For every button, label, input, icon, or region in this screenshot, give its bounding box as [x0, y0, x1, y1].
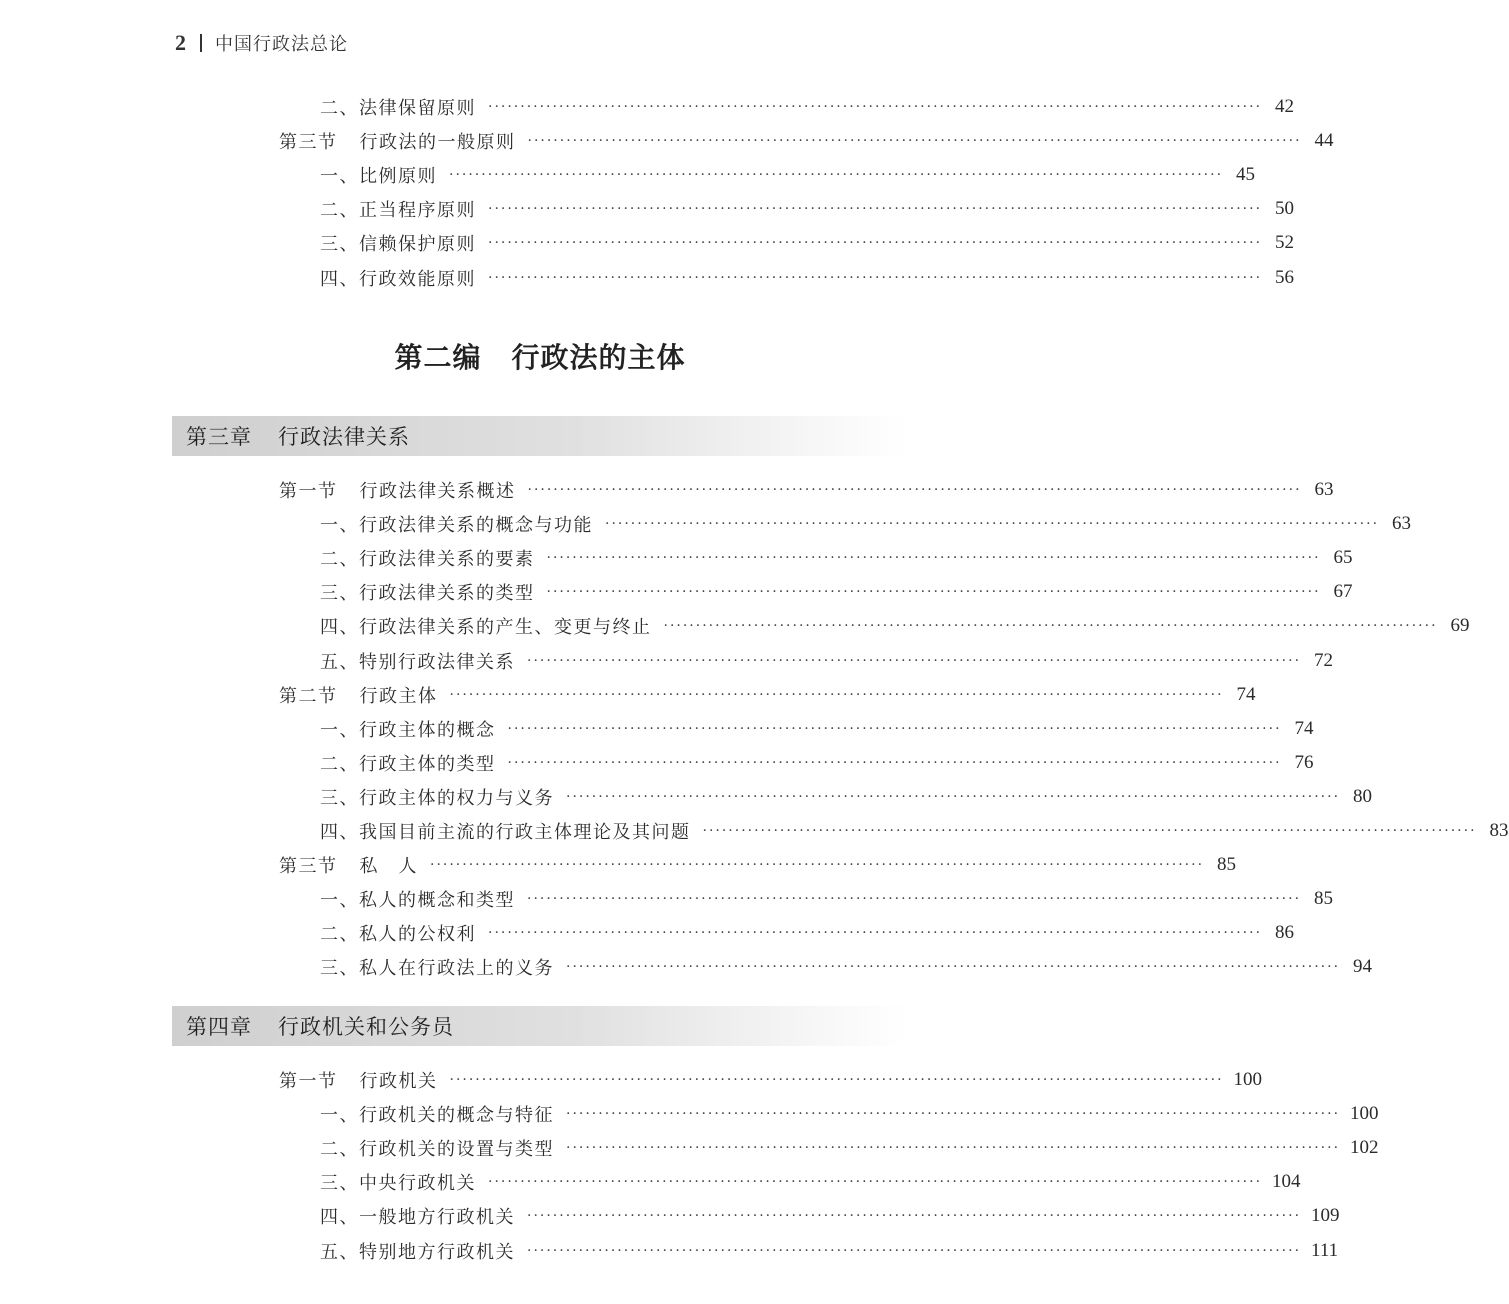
toc-item-entry[interactable] [320, 746, 1314, 780]
toc-item-entry[interactable] [320, 780, 1373, 814]
page-ref: 65 [1333, 547, 1353, 569]
toc-item-entry[interactable] [320, 226, 1295, 260]
dot-leader: ························································································································ [527, 891, 1302, 908]
entry-title: 二、私人的公权利 [320, 924, 476, 946]
dot-leader: ························································································································ [507, 754, 1282, 771]
dot-leader: ························································································································ [663, 618, 1438, 635]
dot-leader: ························································································································ [488, 1174, 1263, 1191]
chapter-number: 第三章 [186, 425, 252, 449]
dot-leader: ························································································································ [546, 550, 1321, 567]
toc-item-entry[interactable] [320, 1097, 1379, 1131]
toc-item-entry[interactable] [320, 916, 1295, 950]
toc-item-entry[interactable] [320, 507, 1412, 541]
entry-title: 二、正当程序原则 [320, 200, 476, 222]
toc-item-entry[interactable] [320, 712, 1314, 746]
entry-title: 二、行政法律关系的要素 [320, 549, 535, 571]
chapter-title: 行政法律关系 [278, 425, 410, 449]
page-ref: 102 [1350, 1137, 1379, 1159]
dot-leader: ························································································································ [566, 1106, 1341, 1123]
toc-section-entry[interactable] [279, 678, 1256, 712]
section-number: 第三节 [279, 132, 338, 154]
toc-item-entry[interactable] [320, 950, 1373, 984]
dot-leader: ························································································································ [702, 823, 1477, 839]
part-heading [0, 336, 1080, 376]
chapter-title: 行政机关和公务员 [278, 1015, 454, 1039]
dot-leader: ························································································································ [488, 269, 1263, 286]
entry-title: 一、比例原则 [320, 166, 437, 188]
entry-title: 行政主体 [359, 685, 438, 707]
chapter-number: 第四章 [186, 1015, 252, 1039]
dot-leader: ························································································································ [449, 167, 1224, 184]
entry-title: 二、法律保留原则 [320, 98, 476, 119]
dot-leader: ························································································································ [527, 1242, 1302, 1259]
book-title: 中国行政法总论 [215, 34, 348, 55]
page-ref: 85 [1314, 888, 1334, 910]
entry-title: 行政机关 [359, 1071, 438, 1092]
toc-section-entry[interactable] [279, 1063, 1263, 1097]
page-ref: 109 [1311, 1205, 1340, 1227]
toc-item-entry[interactable] [320, 541, 1353, 575]
entry-title: 私 人 [359, 856, 418, 878]
toc-item-entry[interactable] [320, 90, 1295, 124]
entry-title: 行政法律关系概述 [359, 481, 516, 502]
toc-item-entry[interactable] [320, 261, 1295, 295]
toc-section-entry[interactable] [279, 848, 1237, 882]
page-ref: 63 [1392, 513, 1412, 535]
toc-item-entry[interactable] [320, 1234, 1339, 1268]
entry-title: 三、中央行政机关 [320, 1173, 476, 1195]
dot-leader: ························································································································ [507, 720, 1282, 737]
section-number: 第二节 [279, 685, 338, 707]
entry-title: 二、行政机关的设置与类型 [320, 1139, 554, 1161]
toc-item-entry[interactable] [320, 644, 1334, 678]
entry-title: 四、我国目前主流的行政主体理论及其问题 [320, 822, 691, 843]
page-ref: 100 [1350, 1103, 1379, 1125]
dot-leader: ························································································································ [449, 1072, 1224, 1088]
page-ref: 111 [1311, 1239, 1339, 1261]
page-ref: 86 [1275, 922, 1295, 944]
toc-item-entry[interactable] [320, 192, 1295, 226]
part-number: 第二编 [394, 341, 482, 374]
header-divider [200, 34, 202, 52]
entry-title: 三、行政主体的权力与义务 [320, 787, 554, 809]
dot-leader: ························································································································ [488, 99, 1263, 115]
page-ref: 80 [1353, 785, 1373, 807]
page-ref: 83 [1489, 820, 1509, 841]
chapter-heading-3[interactable] [172, 416, 907, 456]
entry-title: 一、行政机关的概念与特征 [320, 1105, 554, 1127]
toc-item-entry[interactable] [320, 814, 1509, 848]
dot-leader: ························································································································ [488, 925, 1263, 942]
toc-item-entry[interactable] [320, 1199, 1340, 1233]
page-ref: 74 [1294, 717, 1314, 739]
toc-section-entry[interactable] [279, 124, 1334, 158]
page-number: 2 [175, 30, 186, 55]
page-ref: 76 [1294, 751, 1314, 773]
entry-title: 三、信赖保护原则 [320, 234, 476, 256]
page-ref: 63 [1314, 479, 1334, 500]
entry-title: 五、特别行政法律关系 [320, 651, 515, 673]
entry-title: 一、私人的概念和类型 [320, 890, 515, 912]
dot-leader: ························································································································ [566, 1140, 1341, 1157]
entry-title: 四、行政效能原则 [320, 268, 476, 290]
dot-leader: ························································································································ [488, 235, 1263, 252]
page-ref: 72 [1314, 649, 1334, 671]
dot-leader: ························································································································ [488, 201, 1263, 218]
page-ref: 85 [1217, 854, 1237, 876]
chapter-heading-4[interactable] [172, 1006, 907, 1046]
dot-leader: ························································································································ [566, 959, 1341, 976]
entry-title: 三、行政法律关系的类型 [320, 583, 535, 605]
page-ref: 50 [1275, 198, 1295, 220]
entry-title: 五、特别地方行政机关 [320, 1241, 515, 1263]
entry-title: 一、行政主体的概念 [320, 719, 496, 741]
toc-item-entry[interactable] [320, 575, 1353, 609]
entry-title: 二、行政主体的类型 [320, 753, 496, 775]
page-ref: 42 [1275, 96, 1295, 117]
toc-item-entry[interactable] [320, 1165, 1301, 1199]
part-title: 行政法的主体 [511, 341, 686, 374]
dot-leader: ························································································································ [449, 686, 1224, 703]
dot-leader: ························································································································ [605, 516, 1380, 533]
running-head [175, 30, 348, 56]
dot-leader: ························································································································ [527, 1208, 1302, 1225]
entry-title: 一、行政法律关系的概念与功能 [320, 515, 593, 537]
toc-section-entry[interactable] [279, 473, 1334, 507]
entry-title: 四、行政法律关系的产生、变更与终止 [320, 617, 652, 639]
dot-leader: ························································································································ [527, 133, 1302, 150]
page-ref: 52 [1275, 232, 1295, 254]
page-ref: 45 [1236, 164, 1256, 186]
dot-leader: ························································································································ [566, 788, 1341, 805]
page-ref: 56 [1275, 266, 1295, 288]
toc-item-entry[interactable] [320, 1131, 1379, 1165]
toc-item-entry[interactable] [320, 609, 1470, 643]
page-ref: 74 [1236, 683, 1256, 705]
section-number: 第一节 [279, 1071, 338, 1092]
dot-leader: ························································································································ [527, 482, 1302, 498]
section-number: 第一节 [279, 481, 338, 502]
dot-leader: ························································································································ [527, 652, 1302, 669]
page-ref: 94 [1353, 956, 1373, 978]
section-number: 第三节 [279, 856, 338, 878]
toc-item-entry[interactable] [320, 882, 1334, 916]
toc-item-entry[interactable] [320, 158, 1256, 192]
page-ref: 69 [1450, 615, 1470, 637]
page-ref: 44 [1314, 130, 1334, 152]
entry-title: 三、私人在行政法上的义务 [320, 958, 554, 980]
entry-title: 四、一般地方行政机关 [320, 1207, 515, 1229]
page-ref: 100 [1233, 1069, 1263, 1090]
page-ref: 67 [1333, 581, 1353, 603]
dot-leader: ························································································································ [430, 857, 1205, 874]
entry-title: 行政法的一般原则 [359, 132, 516, 154]
dot-leader: ························································································································ [546, 584, 1321, 601]
page-ref: 104 [1272, 1171, 1301, 1193]
